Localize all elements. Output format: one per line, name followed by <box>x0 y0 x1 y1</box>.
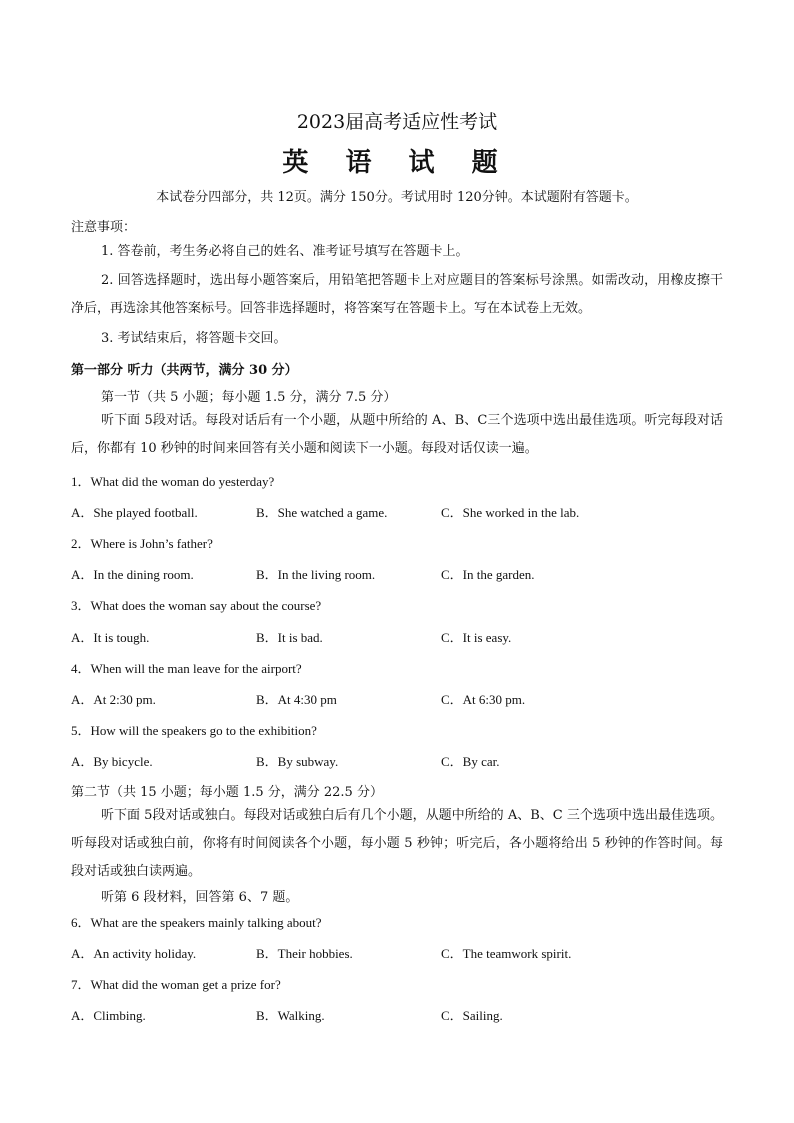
question-2-stem: 2．Where is John’s father? <box>71 536 213 551</box>
exam-intro: 本试卷分四部分，共 12页。满分 150分。考试用时 120分钟。本试题附有答题卡。 <box>156 190 638 205</box>
question-4-stem: 4．When will the man leave for the airport? <box>71 661 302 676</box>
question-7-option-b: B．Walking. <box>256 1008 325 1023</box>
exam-name: 2023届高考适应性考试 <box>296 111 498 133</box>
question-5-option-b: B．By subway. <box>256 754 339 769</box>
material-6-note: 听第 6 段材料，回答第 6、7 题。 <box>101 890 299 905</box>
subject-title: 英 语 试 题 <box>282 148 512 178</box>
question-3-stem: 3．What does the woman say about the course? <box>71 598 322 613</box>
question-2-option-c: C．In the garden. <box>441 567 535 582</box>
question-1-option-b: B．She watched a game. <box>256 505 388 520</box>
question-2-option-b: B．In the living room. <box>256 567 376 582</box>
section1-heading: 第一节（共 5 小题；每小题 1.5 分，满分 7.5 分） <box>101 390 397 405</box>
note-item-2: 2. 回答选择题时，选出每小题答案后，用铅笔把答题卡上对应题目的答案标号涂黑。如需改动，用橡皮擦干净后，再选涂其他答案标号。回答非选择题时，将答案写在答题卡上。写在本试卷上无效。 <box>71 273 723 316</box>
question-5-stem: 5．How will the speakers go to the exhibition? <box>71 723 317 738</box>
question-4-option-b: B．At 4:30 pm <box>256 692 337 707</box>
question-1-stem: 1．What did the woman do yesterday? <box>71 474 275 489</box>
section1-instructions: 听下面 5段对话。每段对话后有一个小题，从题中所给的 A、B、C三个选项中选出最佳选项。听完每段对话后，你都有 10 秒钟的时间来回答有关小题和阅读下一小题。每段对话仅读一遍。 <box>71 413 723 456</box>
notes-heading: 注意事项： <box>71 220 137 235</box>
question-4-option-c: C．At 6:30 pm. <box>441 692 526 707</box>
question-3-option-c: C．It is easy. <box>441 630 512 645</box>
question-7-option-a: A．Climbing. <box>71 1008 146 1023</box>
question-6-option-a: A．An activity holiday. <box>71 946 197 961</box>
note-item-1: 1. 答卷前，考生务必将自己的姓名、准考证号填写在答题卡上。 <box>101 244 469 259</box>
question-5-option-a: A．By bicycle. <box>71 754 153 769</box>
question-2-option-a: A．In the dining room. <box>71 567 194 582</box>
question-3-option-a: A．It is tough. <box>71 630 150 645</box>
question-6-option-b: B．Their hobbies. <box>256 946 353 961</box>
question-4-option-a: A．At 2:30 pm. <box>71 692 156 707</box>
question-7-option-c: C．Sailing. <box>441 1008 503 1023</box>
question-5-option-c: C．By car. <box>441 754 500 769</box>
part1-heading: 第一部分 听力（共两节，满分 30 分） <box>71 363 298 378</box>
note-item-3: 3. 考试结束后，将答题卡交回。 <box>101 331 287 346</box>
section2-heading: 第二节（共 15 小题；每小题 1.5 分，满分 22.5 分） <box>71 785 383 800</box>
question-6-option-c: C．The teamwork spirit. <box>441 946 572 961</box>
question-3-option-b: B．It is bad. <box>256 630 323 645</box>
question-6-stem: 6．What are the speakers mainly talking about? <box>71 915 322 930</box>
question-1-option-a: A．She played football. <box>71 505 198 520</box>
question-1-option-c: C．She worked in the lab. <box>441 505 580 520</box>
section2-instructions: 听下面 5段对话或独白。每段对话或独白后有几个小题，从题中所给的 A、B、C 三个选项中选出最佳选项。听每段对话或独白前，你将有时间阅读各个小题，每小题 5 秒钟；听完后，各小题将给出 5 秒钟的作答时间。每段对话或独白读两遍。 <box>71 808 723 879</box>
question-7-stem: 7．What did the woman get a prize for? <box>71 977 281 992</box>
